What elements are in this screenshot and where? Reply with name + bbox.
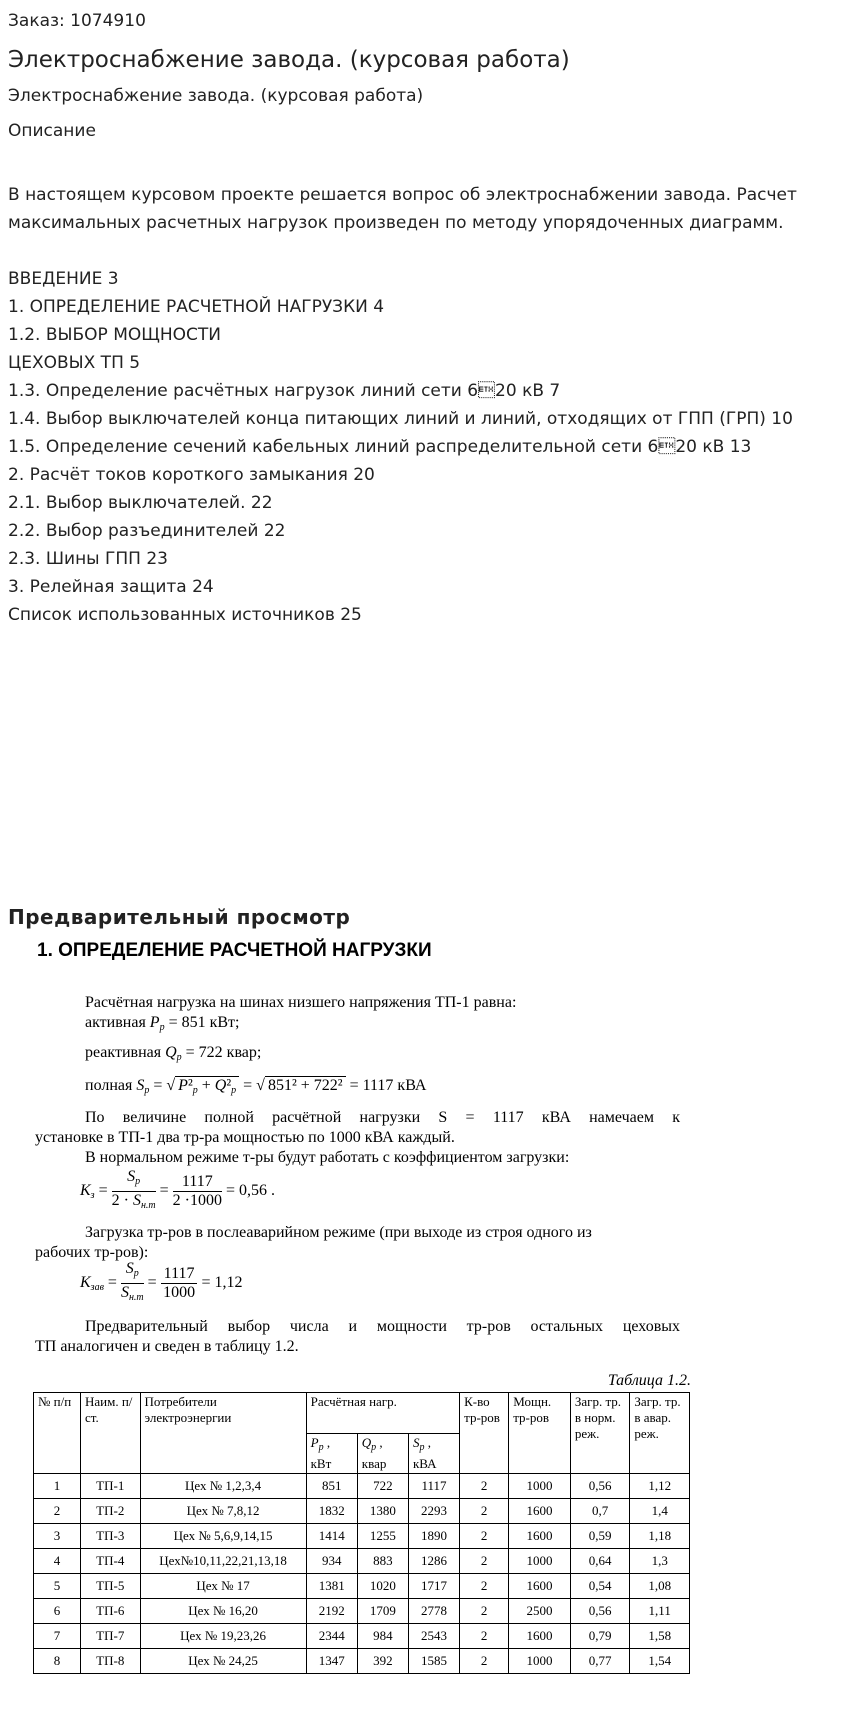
- table-cell: Цех № 16,20: [140, 1599, 306, 1624]
- table-row: [34, 1549, 690, 1574]
- toc-item: 2. Расчёт токов короткого замыкания 20: [8, 465, 375, 485]
- table-cell: 0,79: [570, 1624, 630, 1649]
- table-cell: 2543: [408, 1624, 459, 1649]
- table-cell: ТП-6: [81, 1599, 141, 1624]
- table-cell: 2: [460, 1524, 509, 1549]
- table-caption: Таблица 1.2.: [607, 1372, 691, 1389]
- table-cell: 4: [34, 1549, 81, 1574]
- table-cell: 2778: [408, 1599, 459, 1624]
- table-cell: 1717: [408, 1574, 459, 1599]
- paragraph-3-cont: рабочих тр-ров):: [35, 1244, 149, 1261]
- transformer-table: [33, 1392, 690, 1674]
- paragraph-1-cont: установке в ТП-1 два тр-ра мощностью по 1000 кВА каждый.: [35, 1129, 455, 1146]
- toc-item: 2.1. Выбор выключателей. 22: [8, 493, 273, 513]
- toc-item: Список использованных источников 25: [8, 605, 362, 625]
- table-cell: 0,59: [570, 1524, 630, 1549]
- table-cell: 1117: [408, 1474, 459, 1499]
- table-cell: 2344: [306, 1624, 357, 1649]
- table-subheader: $S_р$ , кВА: [408, 1434, 459, 1474]
- table-cell: 8: [34, 1649, 81, 1674]
- table-cell: 2: [460, 1649, 509, 1674]
- page-subtitle: Электроснабжение завода. (курсовая работа): [8, 86, 424, 106]
- table-cell: ТП-5: [81, 1574, 141, 1599]
- preview-heading: Предварительный просмотр: [8, 905, 351, 929]
- table-cell: 7: [34, 1624, 81, 1649]
- table-cell: 1600: [509, 1499, 571, 1524]
- table-cell: 2: [460, 1549, 509, 1574]
- table-cell: 1414: [306, 1524, 357, 1549]
- table-cell: 1381: [306, 1574, 357, 1599]
- table-cell: 0,64: [570, 1549, 630, 1574]
- table-cell: 1585: [408, 1649, 459, 1674]
- table-cell: 2: [460, 1574, 509, 1599]
- toc-item: 1.4. Выбор выключателей конца питающих линий и линий, отходящих от ГПП (ГРП) 10: [8, 409, 793, 429]
- table-row: [34, 1499, 690, 1524]
- table-cell: 2293: [408, 1499, 459, 1524]
- table-subheader: $P_р$ , кВт: [306, 1434, 357, 1474]
- table-cell: ТП-7: [81, 1624, 141, 1649]
- table-cell: ТП-4: [81, 1549, 141, 1574]
- table-cell: 934: [306, 1549, 357, 1574]
- table-cell: 1832: [306, 1499, 357, 1524]
- table-header: Загр. тр. в авар. реж.: [630, 1393, 690, 1474]
- table-cell: 2: [460, 1624, 509, 1649]
- table-cell: 1,18: [630, 1524, 690, 1549]
- table-row: [34, 1649, 690, 1674]
- table-cell: ТП-2: [81, 1499, 141, 1524]
- table-header: Наим. п/ст.: [81, 1393, 141, 1474]
- table-row: [34, 1474, 690, 1499]
- table-cell: Цех№10,11,22,21,13,18: [140, 1549, 306, 1574]
- table-cell: Цех № 17: [140, 1574, 306, 1599]
- table-cell: 851: [306, 1474, 357, 1499]
- table-cell: 1286: [408, 1549, 459, 1574]
- table-cell: 1,11: [630, 1599, 690, 1624]
- description-heading: Описание: [8, 121, 96, 141]
- intro-line: Расчётная нагрузка на шинах низшего напряжения ТП-1 равна:: [85, 994, 517, 1011]
- table-cell: 1,08: [630, 1574, 690, 1599]
- table-header: Потребители электроэнергии: [140, 1393, 306, 1474]
- table-cell: 2192: [306, 1599, 357, 1624]
- table-row: [34, 1624, 690, 1649]
- toc-item: 2.2. Выбор разъединителей 22: [8, 521, 286, 541]
- table-header: Загр. тр. в норм. реж.: [570, 1393, 630, 1474]
- table-cell: 2: [34, 1499, 81, 1524]
- table-header: К-во тр-ров: [460, 1393, 509, 1474]
- order-number: Заказ: 1074910: [8, 11, 146, 31]
- toc-item: ЦЕХОВЫХ ТП 5: [8, 353, 141, 373]
- table-cell: 883: [357, 1549, 408, 1574]
- toc-item: 1.2. ВЫБОР МОЩНОСТИ: [8, 325, 221, 345]
- table-cell: Цех № 5,6,9,14,15: [140, 1524, 306, 1549]
- toc-item: 1. ОПРЕДЕЛЕНИЕ РАСЧЕТНОЙ НАГРУЗКИ 4: [8, 297, 385, 317]
- table-cell: 1380: [357, 1499, 408, 1524]
- table-cell: 1,4: [630, 1499, 690, 1524]
- preview-page: [35, 940, 691, 1668]
- table-row: [34, 1524, 690, 1549]
- table-cell: 0,7: [570, 1499, 630, 1524]
- table-cell: 0,77: [570, 1649, 630, 1674]
- table-cell: 0,56: [570, 1599, 630, 1624]
- table-row: [34, 1574, 690, 1599]
- table-cell: 1000: [509, 1474, 571, 1499]
- toc-item: 3. Релейная защита 24: [8, 577, 214, 597]
- table-cell: 0,56: [570, 1474, 630, 1499]
- table-subheader: $Q_р$ , квар: [357, 1434, 408, 1474]
- active-load-line: активная Pр = 851 кВт;: [85, 1014, 240, 1033]
- emergency-factor-formula: Kзав = $\frac{Sр}{Sн.т}$ = $\frac{1117}{1000}$ = 1,12: [80, 1260, 243, 1303]
- table-cell: 5: [34, 1574, 81, 1599]
- table-cell: 1347: [306, 1649, 357, 1674]
- description-text: В настоящем курсовом проекте решается вопрос об электроснабжении завода. Расчет максимальных расчетных нагрузок произведен по методу упорядоченных диаграмм.: [8, 185, 797, 233]
- toc-item: 1.3. Определение расчётных нагрузок линий сети 620 кВ 7: [8, 381, 561, 401]
- table-cell: 0,54: [570, 1574, 630, 1599]
- table-cell: 1020: [357, 1574, 408, 1599]
- paragraph-1: По величине полной расчётной нагрузки S = 1117 кВА намечаем к: [85, 1109, 680, 1126]
- page-title: Электроснабжение завода. (курсовая работа): [8, 47, 570, 73]
- table-cell: 722: [357, 1474, 408, 1499]
- table-cell: 2: [460, 1499, 509, 1524]
- paragraph-2: В нормальном режиме т-ры будут работать с коэффициентом загрузки:: [85, 1149, 570, 1166]
- table-cell: 1000: [509, 1549, 571, 1574]
- table-cell: 1: [34, 1474, 81, 1499]
- table-header: Расчётная нагр.: [306, 1393, 460, 1434]
- table-cell: 6: [34, 1599, 81, 1624]
- paragraph-4-cont: ТП аналогичен и сведен в таблицу 1.2.: [35, 1338, 299, 1355]
- table-header: Мощн. тр-ров: [509, 1393, 571, 1474]
- document-header: [8, 0, 843, 629]
- table-cell: 2500: [509, 1599, 571, 1624]
- section-title: 1. ОПРЕДЕЛЕНИЕ РАСЧЕТНОЙ НАГРУЗКИ: [37, 940, 432, 961]
- table-row: [34, 1599, 690, 1624]
- table-cell: Цех № 1,2,3,4: [140, 1474, 306, 1499]
- table-cell: 1,58: [630, 1624, 690, 1649]
- table-cell: 1,12: [630, 1474, 690, 1499]
- full-load-line: полная Sр = √ P²р + Q²р = √ 851² + 722² = 1117 кВА: [85, 1077, 427, 1096]
- table-cell: ТП-8: [81, 1649, 141, 1674]
- table-cell: Цех № 7,8,12: [140, 1499, 306, 1524]
- table-cell: 3: [34, 1524, 81, 1549]
- table-cell: 1600: [509, 1574, 571, 1599]
- table-cell: ТП-3: [81, 1524, 141, 1549]
- table-cell: 2: [460, 1474, 509, 1499]
- table-cell: Цех № 19,23,26: [140, 1624, 306, 1649]
- toc-item: 2.3. Шины ГПП 23: [8, 549, 168, 569]
- toc-item: 1.5. Определение сечений кабельных линий распределительной сети 620 кВ 13: [8, 437, 752, 457]
- reactive-load-line: реактивная Qр = 722 квар;: [85, 1044, 262, 1063]
- table-cell: 984: [357, 1624, 408, 1649]
- table-cell: 392: [357, 1649, 408, 1674]
- table-header: № п/п: [34, 1393, 81, 1474]
- table-cell: 1255: [357, 1524, 408, 1549]
- table-cell: 2: [460, 1599, 509, 1624]
- table-body: [34, 1474, 690, 1674]
- table-cell: ТП-1: [81, 1474, 141, 1499]
- table-cell: 1000: [509, 1649, 571, 1674]
- table-cell: 1600: [509, 1624, 571, 1649]
- table-cell: 1890: [408, 1524, 459, 1549]
- paragraph-3: Загрузка тр-ров в послеаварийном режиме (при выходе из строя одного из: [85, 1224, 592, 1241]
- table-cell: Цех № 24,25: [140, 1649, 306, 1674]
- toc-item: ВВЕДЕНИЕ 3: [8, 269, 119, 289]
- table-cell: 1,54: [630, 1649, 690, 1674]
- table-cell: 1600: [509, 1524, 571, 1549]
- table-of-contents: [8, 265, 843, 629]
- table-cell: 1709: [357, 1599, 408, 1624]
- paragraph-4: Предварительный выбор числа и мощности тр-ров остальных цеховых: [85, 1318, 680, 1335]
- load-factor-formula: Kз = $\frac{Sр}{2 \cdot Sн.т}$ = $\frac{1117}{2 \cdot 1000}$ = 0,56 .: [80, 1168, 276, 1211]
- table-cell: 1,3: [630, 1549, 690, 1574]
